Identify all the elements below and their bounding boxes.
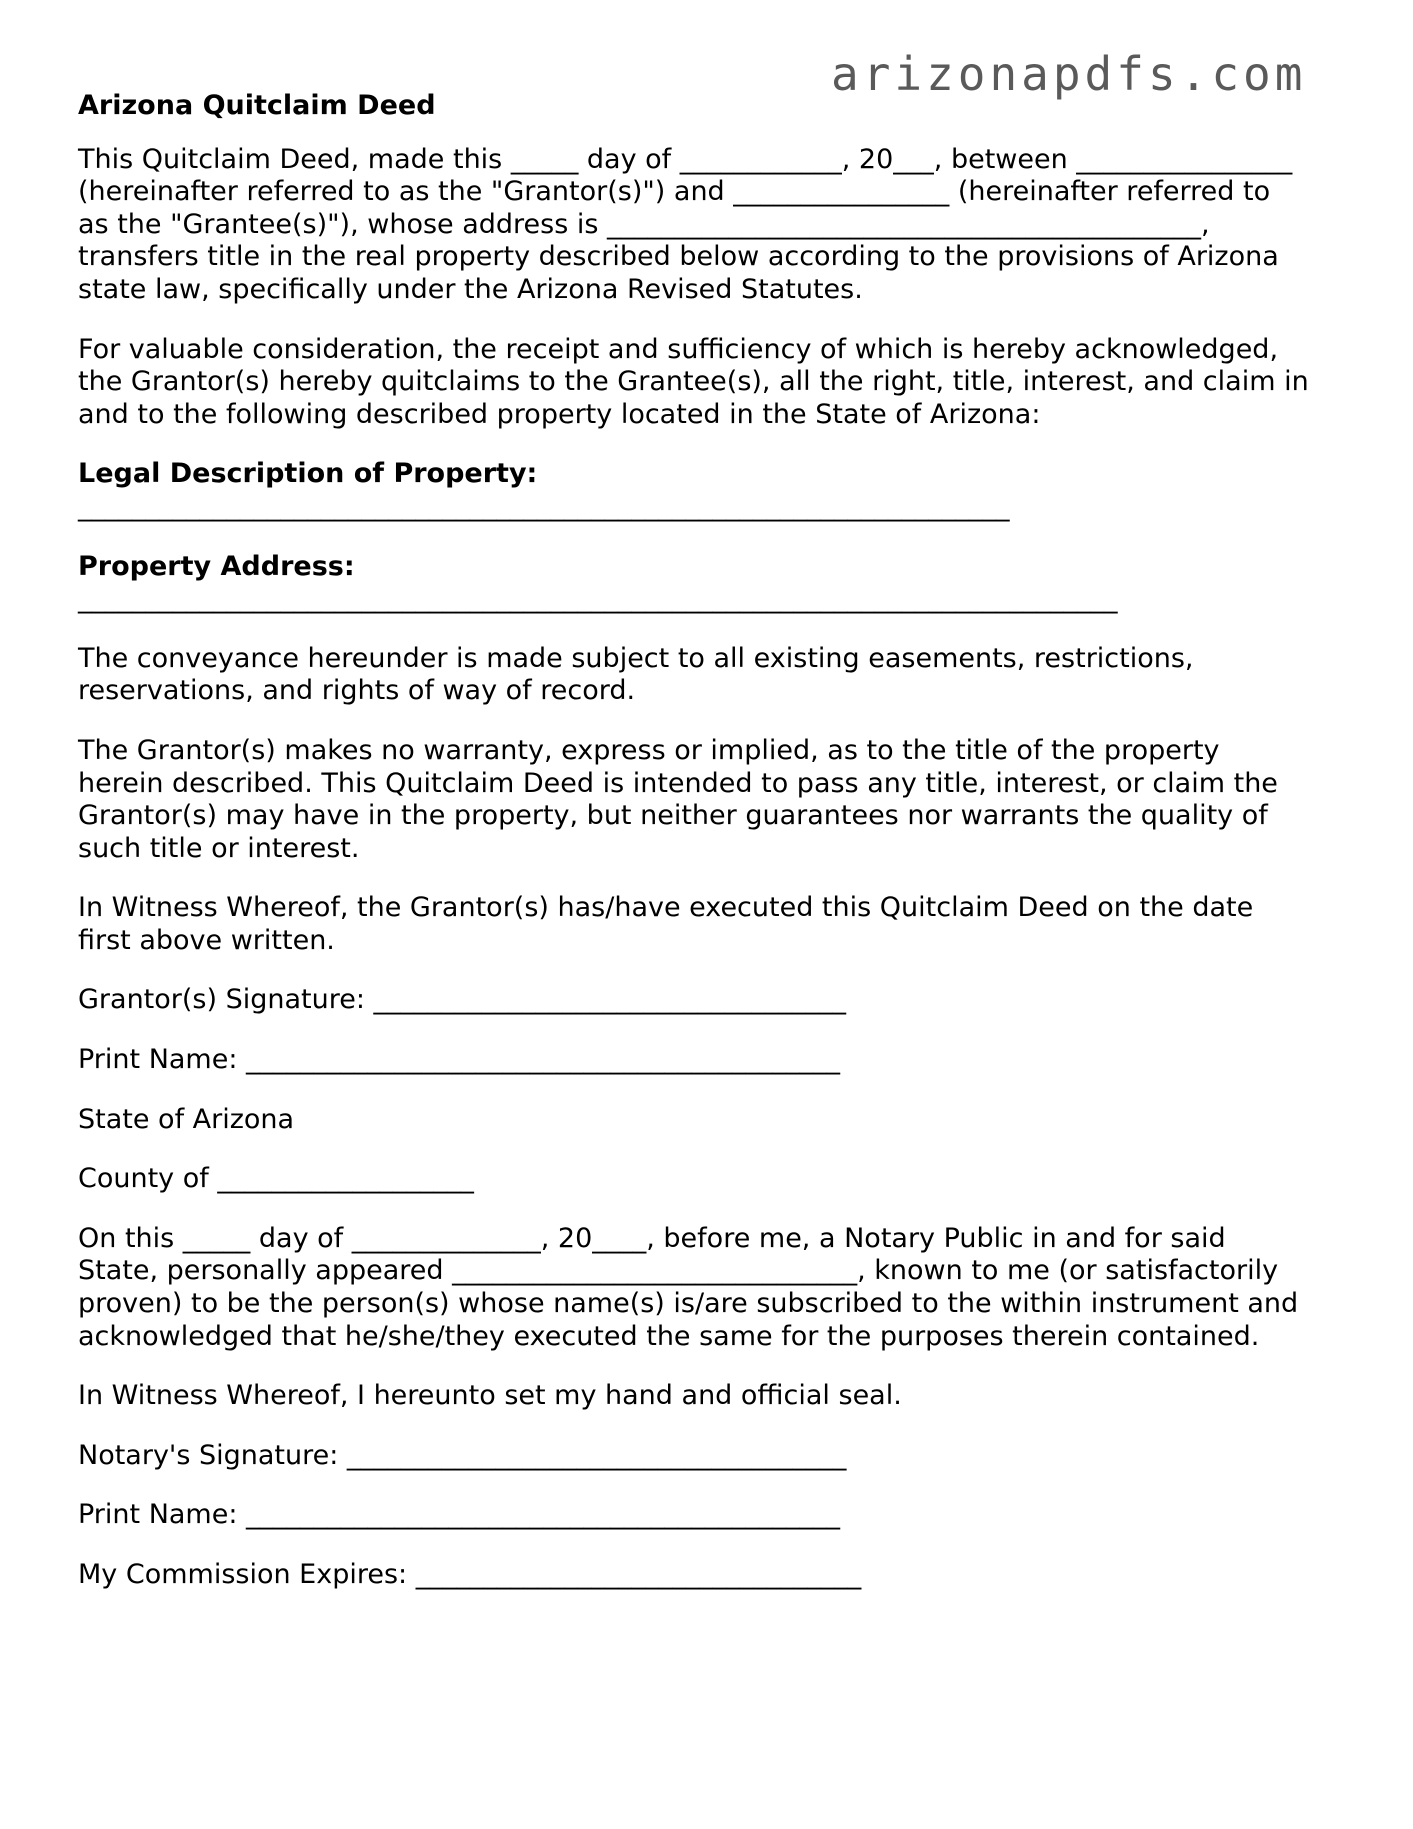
grantor-signature-field[interactable]: Grantor(s) Signature: ___________________________________ [78,984,847,1016]
warranty-paragraph [78,735,1338,865]
notary-line: proven) to be the person(s) whose name(s) is/are subscribed to the within instrument and [78,1288,1299,1320]
warranty-line: The Grantor(s) makes no warranty, express or implied, as to the title of the property [78,734,1220,766]
notary-line: State, personally appeared ______________________________, known to me (or satisfactorily [78,1255,1279,1287]
consideration-line: the Grantor(s) hereby quitclaims to the Grantee(s), all the right, title, interest, and claim in [78,366,1309,398]
intro-line: transfers title in the real property described below according to the provisions of Arizona [78,241,1279,273]
conveyance-paragraph [78,643,1338,708]
property-address-heading: Property Address: [78,550,355,582]
notary-acknowledgment-paragraph [78,1223,1338,1353]
state-label: State of Arizona [78,1103,295,1135]
notary-line: acknowledged that he/she/they executed the same for the purposes therein contained. [78,1320,1260,1352]
witness-line: In Witness Whereof, the Grantor(s) has/have executed this Quitclaim Deed on the date [78,892,1254,924]
notary-witness-statement: In Witness Whereof, I hereunto set my hand and official seal. [78,1380,902,1412]
consideration-line: and to the following described property located in the State of Arizona: [78,398,1041,430]
property-address-field[interactable]: _____________________________________________________________________________ [78,583,1118,615]
intro-paragraph [78,144,1338,307]
grantor-print-name-field[interactable]: Print Name: ____________________________________________ [78,1044,841,1076]
county-field[interactable]: County of ___________________ [78,1163,474,1195]
document-page [78,90,1338,1619]
watermark: arizonapdfs.com [831,47,1307,101]
consideration-paragraph [78,334,1338,432]
intro-line: state law, specifically under the Arizona Revised Statutes. [78,273,863,305]
grantor-witness-paragraph [78,892,1338,957]
commission-expires-field[interactable]: My Commission Expires: _________________________________ [78,1559,862,1590]
document-title: Arizona Quitclaim Deed [78,90,436,121]
conveyance-line: The conveyance hereunder is made subject to all existing easements, restrictions, [78,642,1194,674]
intro-line: as the "Grantee(s)"), whose address is ____________________________________________, [78,208,1210,240]
intro-line: (hereinafter referred to as the "Grantor(s)") and ________________ (hereinafter referred to [78,176,1271,208]
notary-signature-field[interactable]: Notary's Signature: _____________________________________ [78,1439,847,1471]
notary-line: On this _____ day of ______________, 20____, before me, a Notary Public in and for said [78,1222,1226,1254]
conveyance-line: reservations, and rights of way of record. [78,675,636,707]
intro-line: This Quitclaim Deed, made this _____ day of ____________, 20___, between ________________ [78,143,1293,175]
warranty-line: Grantor(s) may have in the property, but neither guarantees nor warrants the quality of [78,800,1268,832]
warranty-line: such title or interest. [78,832,360,864]
legal-description-field[interactable]: _____________________________________________________________________ [78,490,1010,522]
notary-print-name-field[interactable]: Print Name: ____________________________________________ [78,1499,841,1531]
consideration-line: For valuable consideration, the receipt and sufficiency of which is hereby acknowledged, [78,333,1279,365]
warranty-line: herein described. This Quitclaim Deed is intended to pass any title, interest, or claim the [78,767,1278,799]
witness-line: first above written. [78,924,335,956]
legal-description-heading: Legal Description of Property: [78,458,538,490]
